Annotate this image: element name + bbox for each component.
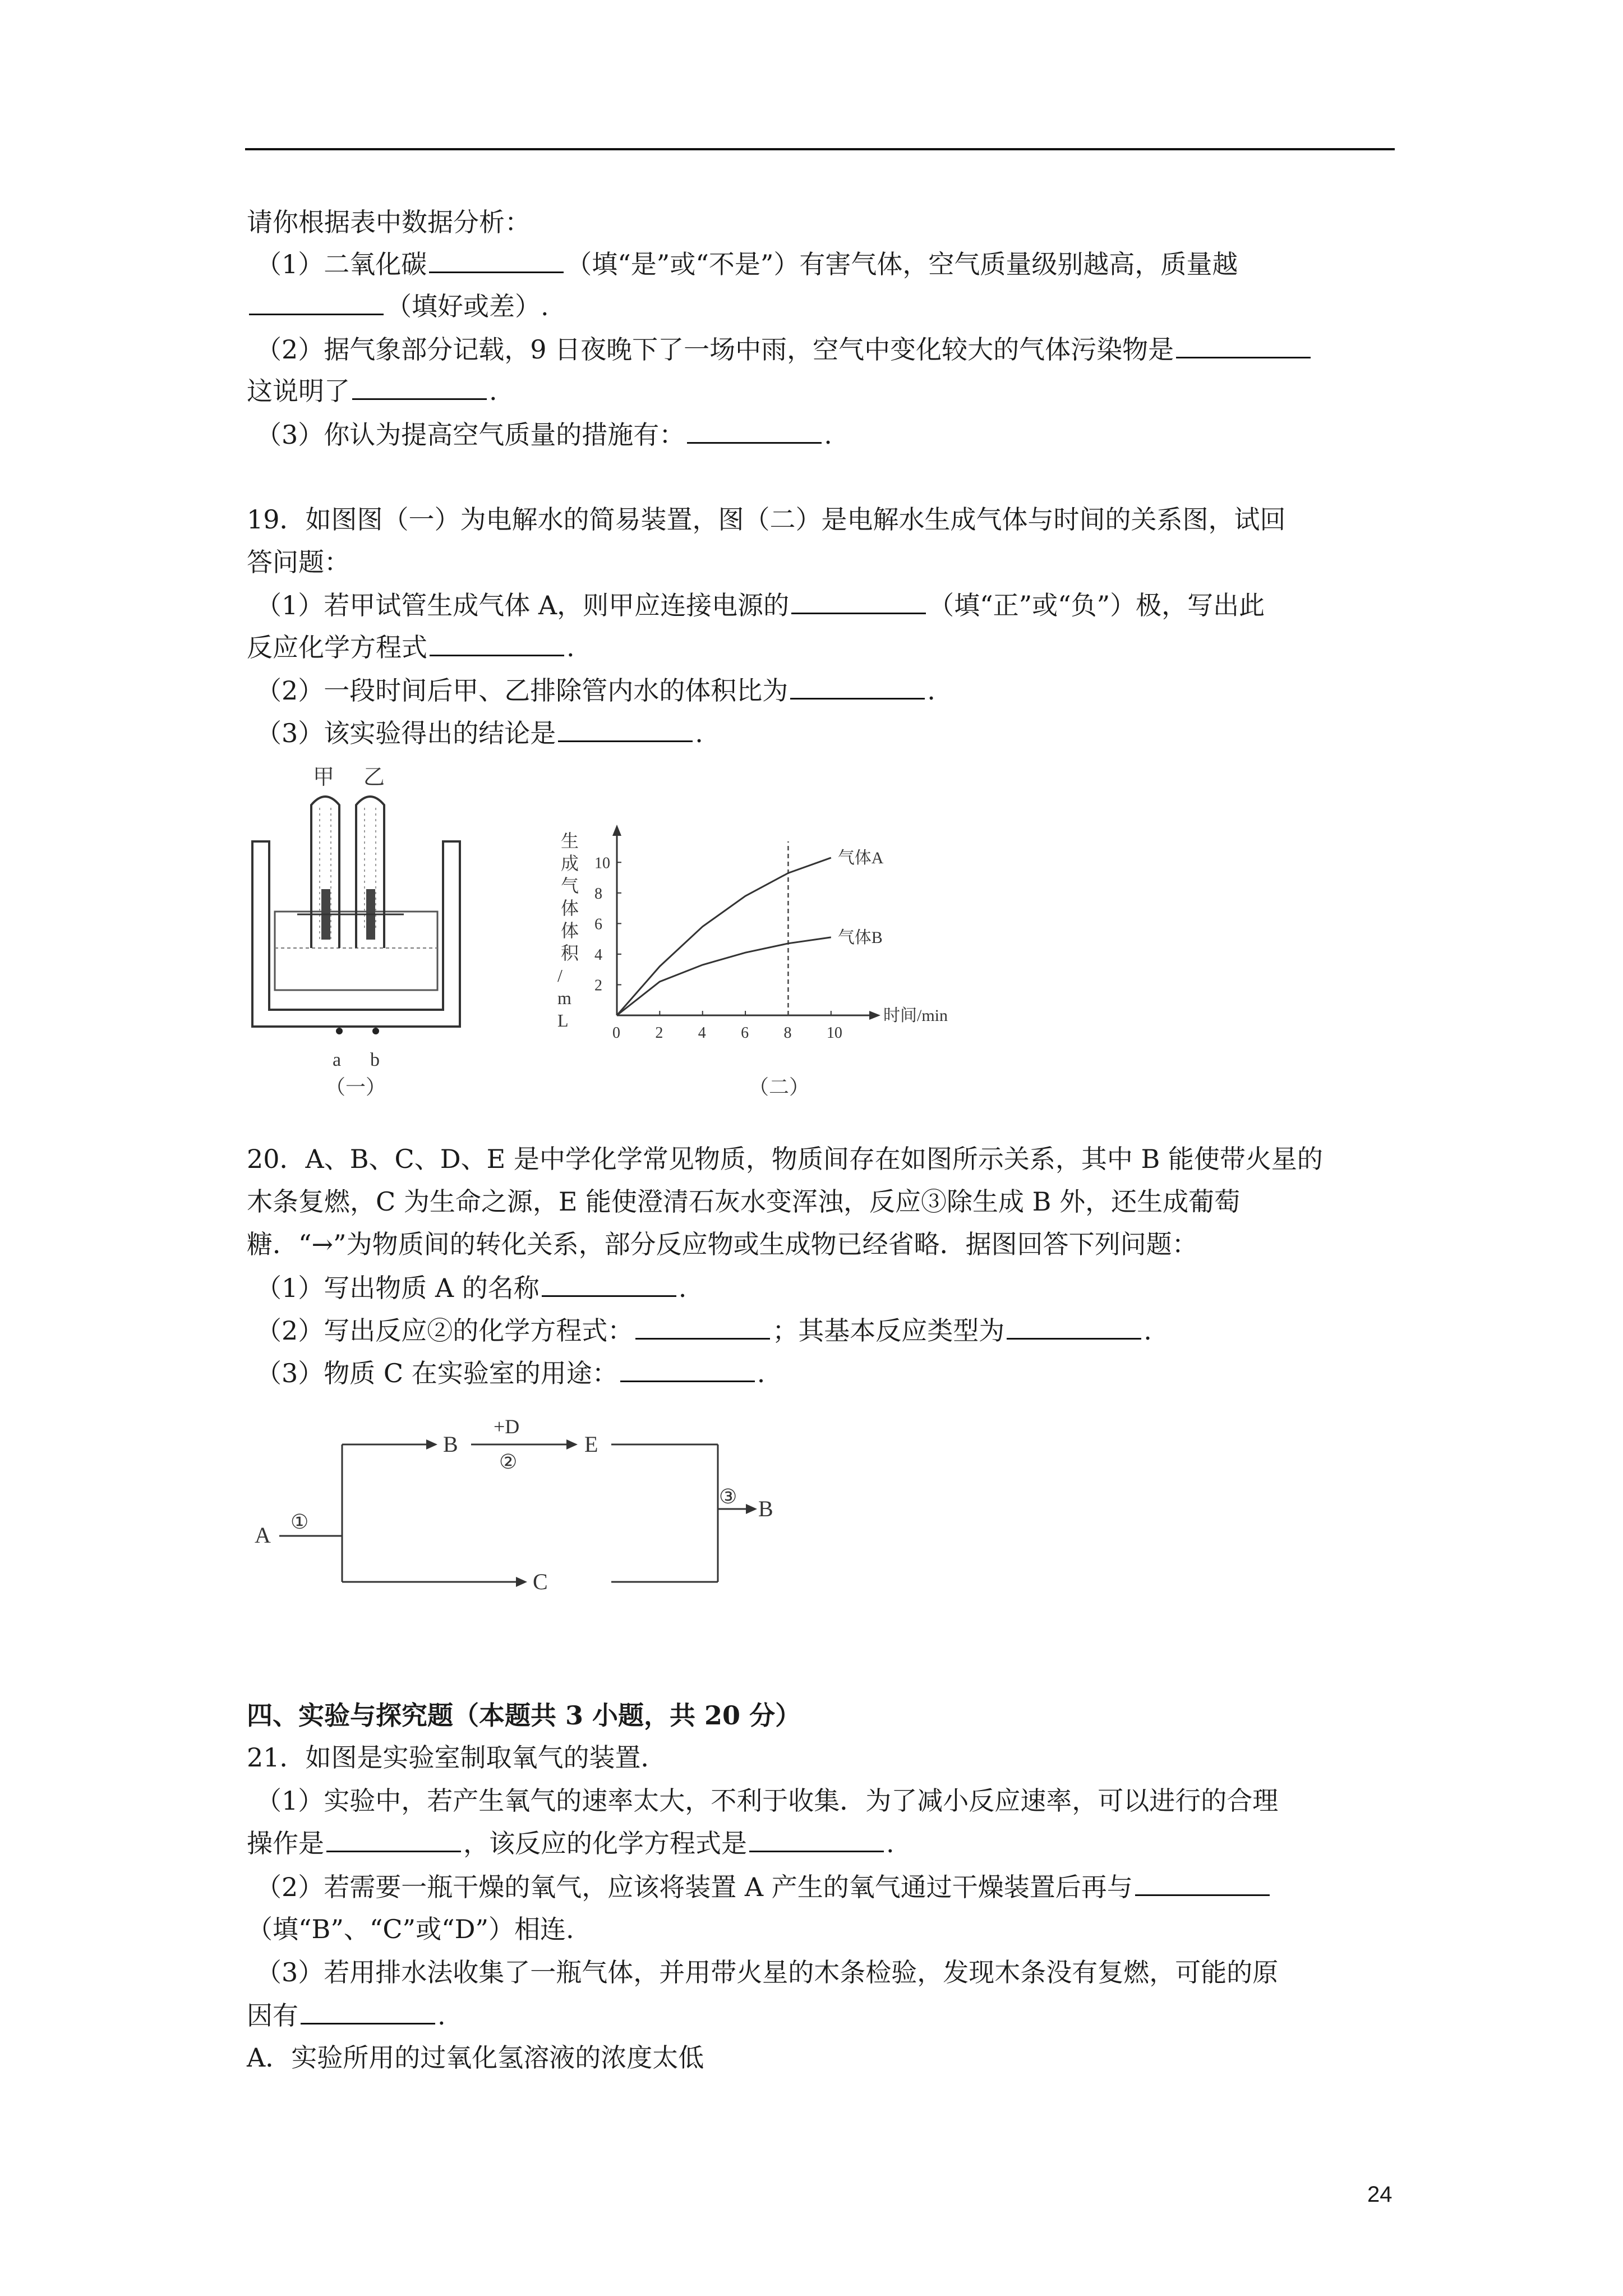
- answer-blank[interactable]: [1176, 332, 1311, 358]
- tube-label-yi: 乙: [363, 766, 385, 789]
- answer-blank[interactable]: [542, 1271, 676, 1297]
- y-tick-label: 4: [594, 946, 602, 964]
- answer-blank[interactable]: [635, 1313, 770, 1340]
- page-number: 24: [1367, 2182, 1393, 2207]
- x-tick-label: 10: [826, 1024, 842, 1042]
- node-C: C: [533, 1569, 548, 1594]
- q21-part3-line1: （3）若用排水法收集了一瓶气体，并用带火星的木条检验，发现木条没有复燃，可能的原: [256, 1957, 1279, 1987]
- section-title: 四、实验与探究题（本题共 3 小题，共 20 分）: [247, 1700, 801, 1731]
- y-tick-label: 6: [594, 915, 602, 933]
- node-A: A: [255, 1522, 271, 1548]
- series-label-gas-a: 气体A: [837, 849, 884, 868]
- terminal-b: [372, 1028, 379, 1034]
- q18-part2-line1: （2）据气象部分记载，9 日夜晚下了一场中雨，空气中变化较大的气体污染物是: [256, 332, 1313, 366]
- answer-blank[interactable]: [326, 1826, 461, 1852]
- node-B: B: [443, 1432, 458, 1457]
- arrowhead: [426, 1439, 437, 1450]
- q18-part3: （3）你认为提高空气质量的措施有： .: [256, 417, 832, 452]
- q21-stem: 21．如图是实验室制取氧气的装置．: [247, 1742, 667, 1773]
- q21-option-a: A．实验所用的过氧化氢溶液的浓度太低: [247, 2042, 704, 2073]
- q20-stem-line2: 木条复燃，C 为生命之源，E 能使澄清石灰水变浑浊，反应③除生成 B 外，还生成葡萄: [247, 1186, 1241, 1217]
- series-line-gas-a: [617, 858, 831, 1015]
- answer-blank[interactable]: [249, 289, 384, 315]
- answer-blank[interactable]: [1135, 1870, 1270, 1896]
- x-axis-label: 时间/min: [883, 1006, 948, 1025]
- answer-blank[interactable]: [790, 673, 925, 700]
- q19-part3: （3）该实验得出的结论是 .: [256, 716, 703, 750]
- q19-stem-line1: 19．如图图（一）为电解水的简易装置，图（二）是电解水生成气体与时间的关系图，试回: [247, 504, 1286, 535]
- x-tick-label: 2: [655, 1024, 663, 1042]
- y-axis-label-char: 体: [561, 921, 579, 941]
- reaction-label-1: ①: [291, 1511, 309, 1533]
- q18-part1-line1: （1）二氧化碳 （填“是”或“不是”）有害气体，空气质量级别越高，质量越: [256, 247, 1238, 281]
- answer-blank[interactable]: [687, 417, 822, 444]
- y-tick-label: 10: [594, 854, 610, 872]
- arrowhead: [746, 1504, 757, 1514]
- terminal-label-b: b: [370, 1050, 380, 1070]
- y-tick-label: 8: [594, 885, 602, 903]
- series-label-gas-b: 气体B: [837, 928, 883, 947]
- y-axis-label-char: 生: [561, 831, 579, 851]
- node-E: E: [584, 1432, 598, 1457]
- y-axis-label-char: L: [557, 1010, 569, 1030]
- answer-blank[interactable]: [749, 1826, 884, 1852]
- gas-volume-chart: [550, 825, 948, 1099]
- q19-part1-line2: 反应化学方程式 .: [247, 630, 575, 664]
- answer-blank[interactable]: [791, 588, 926, 614]
- answer-blank[interactable]: [558, 716, 693, 742]
- reaction-label-3: ③: [719, 1485, 737, 1508]
- answer-blank[interactable]: [430, 630, 564, 656]
- q20-stem-line3: 糖．“→”为物质间的转化关系，部分反应物或生成物已经省略．据图回答下列问题：: [247, 1229, 1198, 1259]
- q18-part1-line2: （填好或差）.: [247, 289, 549, 323]
- reaction-label-2: ②: [499, 1451, 518, 1473]
- intro-text: 请你根据表中数据分析：: [247, 207, 531, 237]
- figure-2-caption: （二）: [749, 1076, 810, 1098]
- x-tick-label: 6: [741, 1024, 749, 1042]
- q20-part1: （1）写出物质 A 的名称 .: [256, 1271, 686, 1305]
- answer-blank[interactable]: [1007, 1313, 1141, 1340]
- y-axis-label-char: 成: [561, 853, 579, 873]
- electrolysis-apparatus-figure: [241, 763, 477, 1099]
- x-tick-label: 0: [612, 1024, 620, 1042]
- answer-blank[interactable]: [352, 374, 487, 400]
- arrowhead: [516, 1577, 527, 1587]
- answer-blank[interactable]: [620, 1356, 755, 1382]
- terminal-label-a: a: [333, 1050, 342, 1070]
- q19-stem-line2: 答问题：: [247, 547, 350, 577]
- figure-1-caption: （一）: [325, 1076, 386, 1098]
- header-rule: [245, 148, 1395, 150]
- y-axis-label-char: m: [557, 988, 571, 1008]
- tube-label-jia: 甲: [313, 766, 335, 789]
- y-axis-label: [557, 831, 579, 1030]
- y-tick-label: 2: [594, 977, 602, 995]
- y-axis-label-char: /: [557, 965, 562, 986]
- q18-part2-line2: 这说明了 .: [247, 374, 497, 408]
- q21-part2-line2: （填“B”、“C”或“D”）相连.: [247, 1914, 574, 1944]
- q20-part2: （2）写出反应②的化学方程式： ；其基本反应类型为 .: [256, 1313, 1152, 1347]
- x-tick-label: 4: [698, 1024, 706, 1042]
- x-axis-arrow: [869, 1011, 880, 1020]
- q20-stem-line1: 20．A、B、C、D、E 是中学化学常见物质，物质间存在如图所示关系，其中 B 能使带火星的: [247, 1144, 1323, 1174]
- terminal-a: [336, 1028, 343, 1034]
- y-axis-label-char: 气: [561, 876, 579, 896]
- arrowhead: [566, 1439, 578, 1450]
- x-tick-label: 8: [783, 1024, 792, 1042]
- q21-part1-line2: 操作是 ，该反应的化学方程式是 .: [247, 1826, 895, 1860]
- substance-relation-diagram: [241, 1402, 791, 1616]
- q21-part3-line2: 因有 .: [247, 1998, 446, 2032]
- series-line-gas-b: [617, 937, 831, 1015]
- answer-blank[interactable]: [429, 247, 564, 273]
- y-axis-label-char: 积: [561, 943, 579, 963]
- q20-part3: （3）物质 C 在实验室的用途： .: [256, 1356, 765, 1390]
- reactant-D-label: +D: [494, 1415, 520, 1438]
- q21-part2-line1: （2）若需要一瓶干燥的氧气，应该将装置 A 产生的氧气通过干燥装置后再与: [256, 1870, 1272, 1904]
- q21-part1-line1: （1）实验中，若产生氧气的速率太大，不利于收集．为了减小反应速率，可以进行的合理: [256, 1786, 1279, 1816]
- node-B-product: B: [758, 1496, 773, 1521]
- y-axis-label-char: 体: [561, 898, 579, 918]
- y-axis-arrow: [612, 825, 621, 836]
- q19-part1-line1: （1）若甲试管生成气体 A，则甲应连接电源的 （填“正”或“负”）极，写出此: [256, 588, 1265, 622]
- answer-blank[interactable]: [301, 1998, 435, 2024]
- q19-part2: （2）一段时间后甲、乙排除管内水的体积比为 .: [256, 673, 935, 707]
